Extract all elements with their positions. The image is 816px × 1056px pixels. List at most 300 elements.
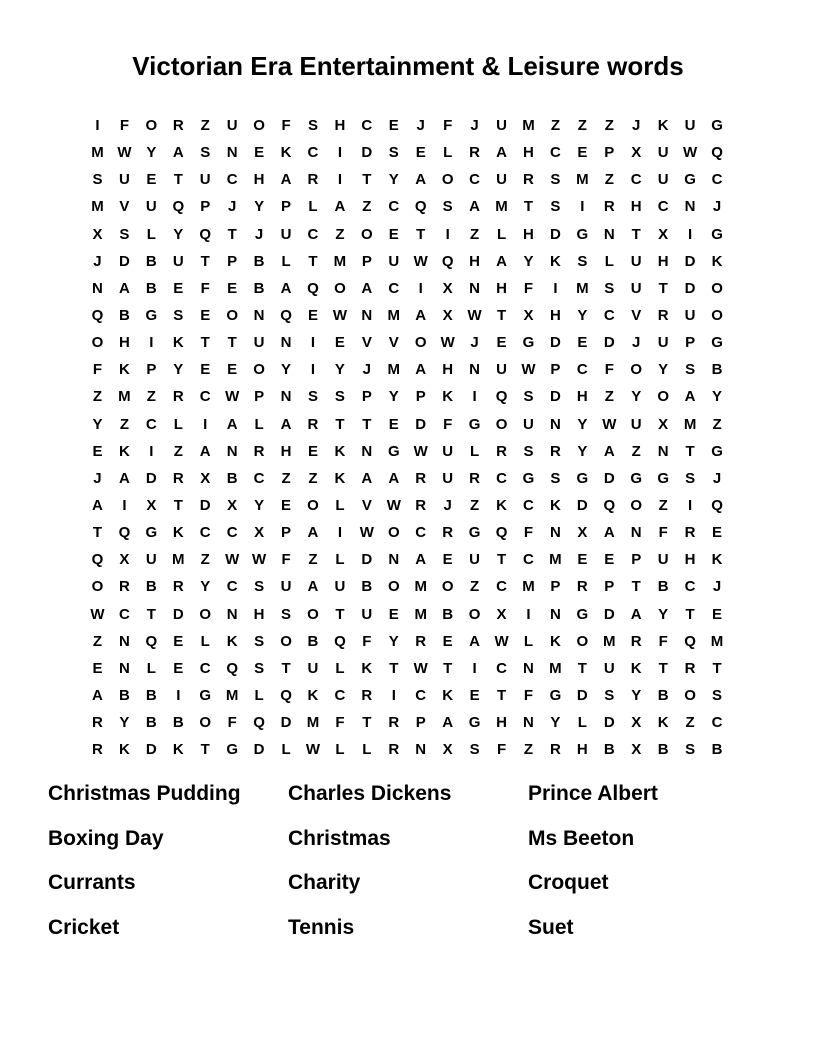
grid-letter: F — [658, 524, 668, 542]
grid-letter: C — [145, 415, 157, 433]
grid-letter: K — [280, 144, 292, 162]
grid-letter: P — [200, 198, 211, 216]
grid-letter: S — [334, 388, 345, 406]
grid-letter: W — [494, 632, 509, 650]
grid-letter: A — [415, 551, 427, 569]
grid-letter: U — [172, 252, 184, 270]
grid-letter: G — [711, 117, 723, 135]
grid-letter: Q — [91, 551, 104, 569]
grid-letter: G — [199, 687, 212, 705]
grid-letter: K — [226, 632, 238, 650]
grid-letter: S — [550, 469, 561, 487]
grid-letter: F — [362, 632, 372, 650]
grid-letter: W — [359, 524, 374, 542]
grid-letter: S — [523, 442, 534, 460]
grid-letter: W — [413, 442, 428, 460]
grid-letter: E — [200, 361, 211, 379]
grid-letter: R — [307, 415, 319, 433]
grid-letter: S — [550, 171, 561, 189]
grid-letter: O — [630, 497, 643, 515]
grid-letter: Z — [92, 632, 103, 650]
grid-letter: R — [442, 524, 454, 542]
grid-letter: T — [443, 659, 453, 677]
grid-letter: M — [333, 252, 347, 270]
grid-letter: I — [580, 198, 585, 216]
grid-letter: W — [413, 659, 428, 677]
grid-letter: U — [630, 279, 642, 297]
grid-letter: B — [657, 578, 669, 596]
grid-letter: X — [92, 225, 103, 243]
grid-letter: L — [577, 714, 587, 732]
grid-letter: D — [576, 687, 588, 705]
grid-letter: U — [145, 198, 157, 216]
grid-letter: S — [523, 388, 534, 406]
grid-letter: A — [118, 279, 130, 297]
grid-letter: E — [469, 687, 480, 705]
grid-letter: H — [334, 117, 346, 135]
grid-letter: O — [253, 361, 265, 379]
grid-letter: Y — [577, 442, 588, 460]
grid-letter: Z — [281, 469, 291, 487]
grid-letter: B — [253, 279, 265, 297]
grid-letter: O — [630, 361, 643, 379]
grid-letter: A — [361, 469, 373, 487]
grid-letter: W — [521, 361, 536, 379]
grid-letter: O — [387, 578, 400, 596]
grid-letter: C — [199, 659, 211, 677]
grid-letter: U — [442, 442, 454, 460]
grid-letter: I — [688, 225, 693, 243]
grid-letter: L — [146, 225, 156, 243]
grid-letter: Z — [604, 117, 614, 135]
grid-letter: W — [90, 605, 105, 623]
grid-letter: L — [335, 741, 345, 759]
grid-letter: B — [145, 252, 157, 270]
grid-letter: S — [604, 687, 615, 705]
grid-letter: H — [442, 361, 454, 379]
grid-letter: T — [335, 415, 345, 433]
grid-letter: J — [254, 225, 264, 243]
grid-letter: U — [603, 659, 615, 677]
grid-letter: Y — [577, 307, 588, 325]
grid-letter: T — [200, 334, 210, 352]
grid-letter: I — [553, 279, 558, 297]
grid-letter: L — [443, 144, 453, 162]
grid-letter: J — [93, 252, 102, 270]
grid-letter: P — [604, 578, 615, 596]
grid-letter: T — [496, 687, 507, 705]
grid-letter: G — [145, 524, 158, 542]
grid-letter: T — [712, 659, 722, 677]
grid-letter: G — [226, 741, 238, 759]
grid-letter: K — [118, 741, 130, 759]
word-list-item: Cricket — [48, 915, 120, 939]
grid-letter: A — [469, 198, 481, 216]
grid-letter: X — [631, 144, 642, 162]
grid-letter: K — [334, 442, 346, 460]
grid-letter: V — [631, 307, 642, 325]
grid-letter: X — [658, 225, 669, 243]
word-list — [48, 772, 768, 950]
grid-letter: C — [415, 687, 427, 705]
grid-letter: A — [118, 469, 130, 487]
grid-letter: J — [416, 117, 425, 135]
grid-letter: U — [657, 551, 669, 569]
grid-letter: K — [118, 361, 130, 379]
grid-letter: N — [684, 198, 696, 216]
grid-letter: Y — [92, 415, 103, 433]
grid-letter: F — [443, 117, 453, 135]
grid-letter: B — [307, 632, 319, 650]
grid-letter: A — [307, 578, 319, 596]
grid-letter: D — [549, 225, 561, 243]
grid-letter: F — [92, 361, 103, 379]
grid-letter: L — [200, 632, 210, 650]
grid-letter: U — [226, 117, 238, 135]
grid-letter: C — [603, 307, 615, 325]
grid-letter: Q — [711, 497, 723, 515]
grid-letter: N — [361, 307, 373, 325]
grid-letter: U — [388, 252, 400, 270]
grid-letter: W — [252, 551, 267, 569]
grid-letter: T — [685, 605, 695, 623]
grid-letter: O — [414, 334, 427, 352]
grid-letter: Z — [712, 415, 722, 433]
grid-letter: E — [334, 334, 345, 352]
grid-letter: O — [495, 415, 508, 433]
grid-letter: S — [119, 225, 130, 243]
grid-letter: Z — [470, 225, 480, 243]
grid-letter: T — [631, 225, 641, 243]
grid-letter: U — [145, 551, 157, 569]
grid-letter: S — [604, 279, 615, 297]
grid-letter: I — [149, 334, 154, 352]
grid-letter: K — [496, 497, 507, 515]
grid-letter: C — [226, 171, 238, 189]
grid-letter: F — [200, 279, 210, 297]
grid-letter: A — [199, 442, 211, 460]
grid-letter: G — [549, 687, 562, 705]
grid-letter: T — [631, 578, 641, 596]
grid-letter: L — [523, 632, 534, 650]
grid-letter: M — [414, 605, 427, 623]
grid-letter: A — [415, 307, 427, 325]
grid-letter: W — [386, 497, 401, 515]
grid-letter: H — [523, 225, 534, 243]
grid-letter: P — [254, 388, 265, 406]
grid-letter: Y — [523, 252, 534, 270]
grid-letter: R — [523, 171, 534, 189]
grid-letter: B — [118, 687, 130, 705]
word-list-item: Ms Beeton — [528, 826, 635, 850]
grid-letter: Q — [441, 252, 454, 270]
grid-letter: X — [631, 741, 642, 759]
grid-letter: P — [604, 144, 615, 162]
grid-letter: K — [307, 687, 319, 705]
grid-letter: A — [361, 279, 373, 297]
grid-letter: R — [657, 307, 669, 325]
grid-letter: M — [603, 632, 616, 650]
grid-letter: A — [469, 632, 481, 650]
grid-letter: I — [391, 687, 396, 705]
grid-letter: G — [387, 442, 400, 460]
grid-letter: G — [657, 469, 669, 487]
grid-letter: P — [361, 252, 372, 270]
grid-letter: T — [200, 741, 210, 759]
grid-letter: I — [337, 524, 342, 542]
grid-letter: R — [630, 632, 642, 650]
grid-letter: W — [225, 388, 240, 406]
grid-letter: D — [118, 252, 130, 270]
grid-letter: U — [630, 415, 642, 433]
grid-letter: X — [442, 741, 453, 759]
grid-letter: B — [226, 469, 238, 487]
grid-letter: X — [442, 279, 453, 297]
grid-letter: H — [657, 252, 669, 270]
grid-letter: T — [173, 497, 183, 515]
grid-letter: C — [657, 198, 669, 216]
grid-letter: G — [576, 605, 589, 623]
grid-letter: D — [603, 714, 615, 732]
grid-letter: Y — [281, 361, 292, 379]
grid-letter: T — [308, 252, 318, 270]
grid-letter: B — [442, 605, 454, 623]
grid-letter: R — [307, 171, 319, 189]
grid-letter: Z — [308, 469, 318, 487]
grid-letter: A — [280, 415, 292, 433]
grid-letter: G — [711, 225, 723, 243]
grid-letter: E — [712, 605, 723, 623]
grid-letter: M — [225, 687, 239, 705]
grid-letter: O — [226, 307, 238, 325]
grid-letter: Y — [254, 198, 265, 216]
grid-letter: N — [469, 279, 481, 297]
grid-letter: C — [711, 714, 723, 732]
grid-letter: C — [307, 225, 319, 243]
grid-letter: H — [684, 551, 696, 569]
grid-letter: I — [526, 605, 531, 623]
grid-letter: W — [332, 307, 347, 325]
grid-letter: Y — [173, 225, 184, 243]
grid-letter: M — [414, 578, 427, 596]
grid-letter: U — [496, 171, 507, 189]
grid-letter: H — [496, 714, 507, 732]
grid-letter: Z — [119, 415, 129, 433]
grid-letter: Y — [200, 578, 211, 596]
grid-letter: T — [577, 659, 587, 677]
grid-letter: A — [172, 144, 184, 162]
grid-letter: Z — [92, 388, 103, 406]
grid-letter: W — [467, 307, 482, 325]
grid-letter: L — [335, 497, 345, 515]
grid-letter: U — [657, 144, 669, 162]
grid-letter: D — [199, 497, 211, 515]
grid-letter: Q — [684, 632, 696, 650]
grid-letter: D — [684, 279, 696, 297]
grid-letter: Z — [523, 741, 534, 759]
grid-letter: Y — [254, 497, 265, 515]
grid-letter: N — [549, 524, 561, 542]
word-list-item: Tennis — [288, 915, 355, 939]
grid-letter: H — [496, 279, 507, 297]
grid-letter: A — [496, 144, 507, 162]
grid-letter: K — [549, 252, 561, 270]
grid-letter: Q — [280, 307, 292, 325]
grid-letter: Z — [685, 714, 695, 732]
grid-letter: N — [415, 741, 427, 759]
grid-letter: B — [711, 361, 723, 379]
grid-letter: A — [496, 252, 507, 270]
grid-letter: E — [173, 659, 184, 677]
word-list-item: Christmas Pudding — [48, 782, 241, 805]
grid-letter: E — [388, 225, 399, 243]
grid-letter: T — [685, 442, 695, 460]
grid-letter: O — [711, 279, 723, 297]
grid-letter: S — [173, 307, 184, 325]
grid-letter: Y — [146, 144, 157, 162]
grid-letter: P — [415, 714, 426, 732]
grid-letter: X — [200, 469, 211, 487]
grid-letter: K — [711, 252, 723, 270]
grid-letter: N — [226, 605, 238, 623]
grid-letter: T — [416, 225, 426, 243]
grid-letter: W — [440, 334, 455, 352]
grid-letter: T — [362, 714, 372, 732]
grid-letter: X — [523, 307, 534, 325]
grid-letter: U — [684, 117, 696, 135]
grid-letter: C — [496, 469, 507, 487]
grid-letter: E — [307, 442, 318, 460]
grid-letter: Q — [307, 279, 319, 297]
grid-letter: Z — [470, 497, 480, 515]
grid-letter: J — [632, 334, 641, 352]
grid-letter: D — [603, 469, 615, 487]
grid-letter: N — [469, 361, 481, 379]
grid-letter: U — [334, 578, 346, 596]
grid-letter: S — [200, 144, 211, 162]
grid-letter: C — [307, 144, 319, 162]
grid-letter: S — [577, 252, 588, 270]
grid-letter: D — [145, 469, 157, 487]
grid-letter: T — [496, 551, 507, 569]
grid-letter: C — [630, 171, 642, 189]
grid-letter: A — [280, 171, 292, 189]
grid-letter: R — [415, 632, 427, 650]
grid-letter: C — [199, 388, 211, 406]
grid-letter: D — [145, 741, 157, 759]
grid-letter: O — [657, 388, 669, 406]
grid-letter: N — [388, 551, 400, 569]
grid-letter: M — [495, 198, 508, 216]
grid-letter: G — [711, 334, 723, 352]
grid-letter: Q — [91, 307, 104, 325]
grid-letter: C — [226, 578, 238, 596]
grid-letter: A — [280, 279, 292, 297]
grid-letter: M — [549, 659, 562, 677]
grid-letter: E — [442, 551, 453, 569]
grid-letter: X — [227, 497, 238, 515]
grid-letter: S — [712, 687, 723, 705]
puzzle-title: Victorian Era Entertainment & Leisure words — [132, 51, 684, 81]
grid-letter: R — [172, 578, 184, 596]
grid-letter: Y — [631, 388, 642, 406]
grid-letter: C — [118, 605, 130, 623]
grid-letter: U — [118, 171, 130, 189]
grid-letter: M — [522, 117, 535, 135]
grid-letter: U — [307, 659, 319, 677]
grid-letter: M — [118, 388, 131, 406]
grid-letter: B — [118, 307, 130, 325]
grid-letter: L — [308, 198, 318, 216]
grid-letter: I — [337, 144, 342, 162]
grid-letter: O — [684, 687, 696, 705]
grid-letter: G — [468, 415, 481, 433]
grid-letter: R — [496, 442, 507, 460]
grid-letter: L — [604, 252, 614, 270]
grid-letter: X — [254, 524, 265, 542]
grid-letter: T — [335, 605, 345, 623]
grid-letter: Q — [199, 225, 212, 243]
grid-letter: K — [657, 714, 669, 732]
grid-letter: W — [683, 144, 698, 162]
grid-letter: L — [335, 659, 345, 677]
grid-letter: E — [307, 307, 318, 325]
grid-letter: C — [388, 279, 400, 297]
grid-letter: N — [118, 632, 130, 650]
grid-letter: O — [334, 279, 346, 297]
grid-letter: R — [172, 469, 184, 487]
grid-letter: U — [657, 334, 669, 352]
grid-letter: N — [549, 605, 561, 623]
grid-letter: T — [173, 171, 183, 189]
grid-letter: D — [253, 741, 265, 759]
grid-letter: W — [602, 415, 617, 433]
grid-letter: W — [117, 144, 132, 162]
grid-letter: O — [468, 605, 481, 623]
grid-letter: J — [712, 469, 722, 487]
grid-letter: K — [711, 551, 723, 569]
grid-letter: P — [415, 388, 426, 406]
grid-letter: M — [387, 307, 401, 325]
word-list-item: Boxing Day — [48, 826, 164, 850]
grid-letter: C — [496, 578, 507, 596]
grid-letter: Y — [388, 388, 399, 406]
grid-letter: Z — [308, 551, 318, 569]
grid-letter: D — [172, 605, 184, 623]
grid-letter: M — [172, 551, 185, 569]
grid-letter: E — [577, 551, 588, 569]
grid-letter: J — [470, 334, 479, 352]
grid-letter: C — [523, 551, 534, 569]
grid-letter: S — [685, 469, 696, 487]
grid-letter: L — [254, 687, 264, 705]
grid-letter: L — [496, 225, 507, 243]
grid-letter: Z — [335, 225, 345, 243]
grid-letter: X — [496, 605, 507, 623]
grid-letter: C — [684, 578, 696, 596]
grid-letter: Z — [173, 442, 183, 460]
grid-letter: T — [658, 279, 668, 297]
grid-letter: H — [469, 252, 481, 270]
grid-letter: M — [576, 279, 589, 297]
grid-letter: B — [145, 687, 157, 705]
grid-letter: S — [307, 117, 318, 135]
word-list-item: Croquet — [528, 871, 609, 894]
grid-letter: A — [603, 524, 615, 542]
grid-letter: N — [549, 415, 561, 433]
grid-letter: D — [549, 334, 561, 352]
grid-letter: E — [227, 279, 238, 297]
